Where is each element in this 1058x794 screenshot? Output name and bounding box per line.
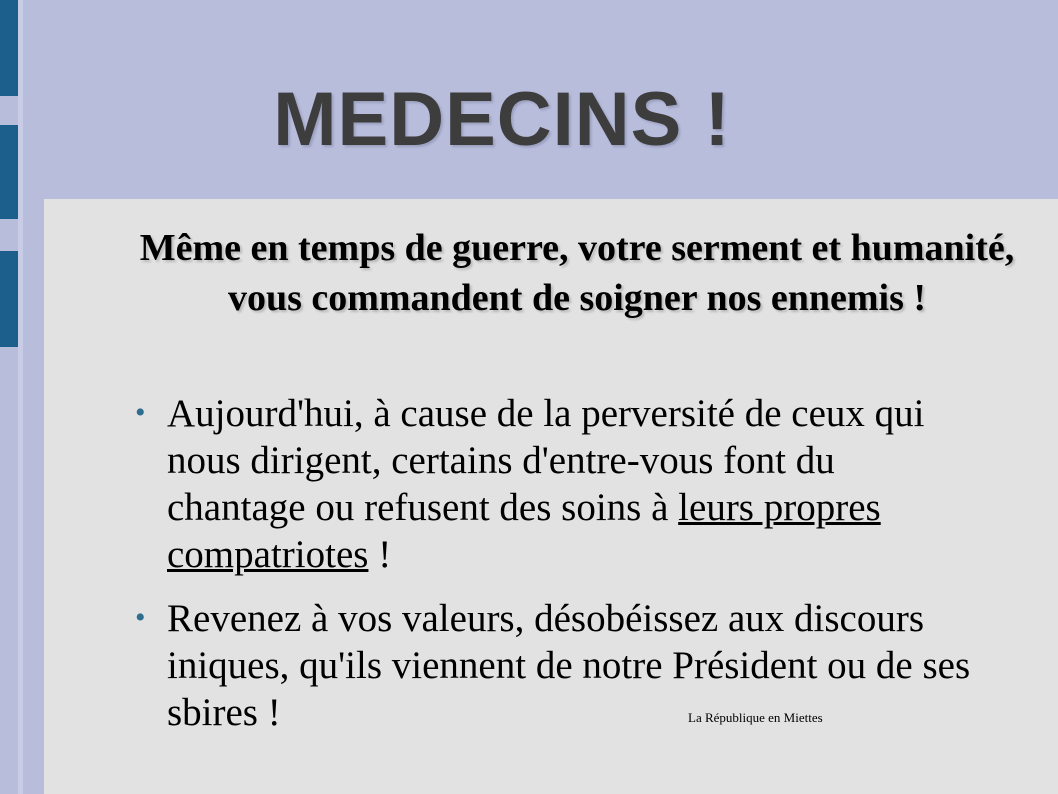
bullet-dot-icon: •: [135, 396, 146, 429]
slide-content: [44, 199, 1058, 794]
bullet-text: Aujourd'hui, à cause de la perversité de ceux qui nous dirigent, certains d'entre-vous font du chantage ou refusent des soins à: [167, 392, 925, 529]
bullet-text: Revenez à vos valeurs, désobéissez aux discours iniques, qu'ils viennent de notre Président ou de ses sbires !: [167, 597, 971, 734]
bullet-underlined-text: leurs propres compatriotes: [167, 486, 881, 576]
bullet-text-end: !: [368, 533, 392, 576]
slide-title: MEDECINS !: [273, 77, 731, 162]
slide-subtitle: Même en temps de guerre, votre serment et humanité, vous commandent de soigner nos ennemis !: [139, 227, 1015, 319]
bullet-item: [102, 389, 982, 578]
accent-bar-bottom: [0, 251, 18, 347]
credit-text: La République en Miettes: [688, 710, 823, 725]
bullet-item: [102, 594, 982, 736]
bullet-dot-icon: •: [135, 601, 146, 634]
